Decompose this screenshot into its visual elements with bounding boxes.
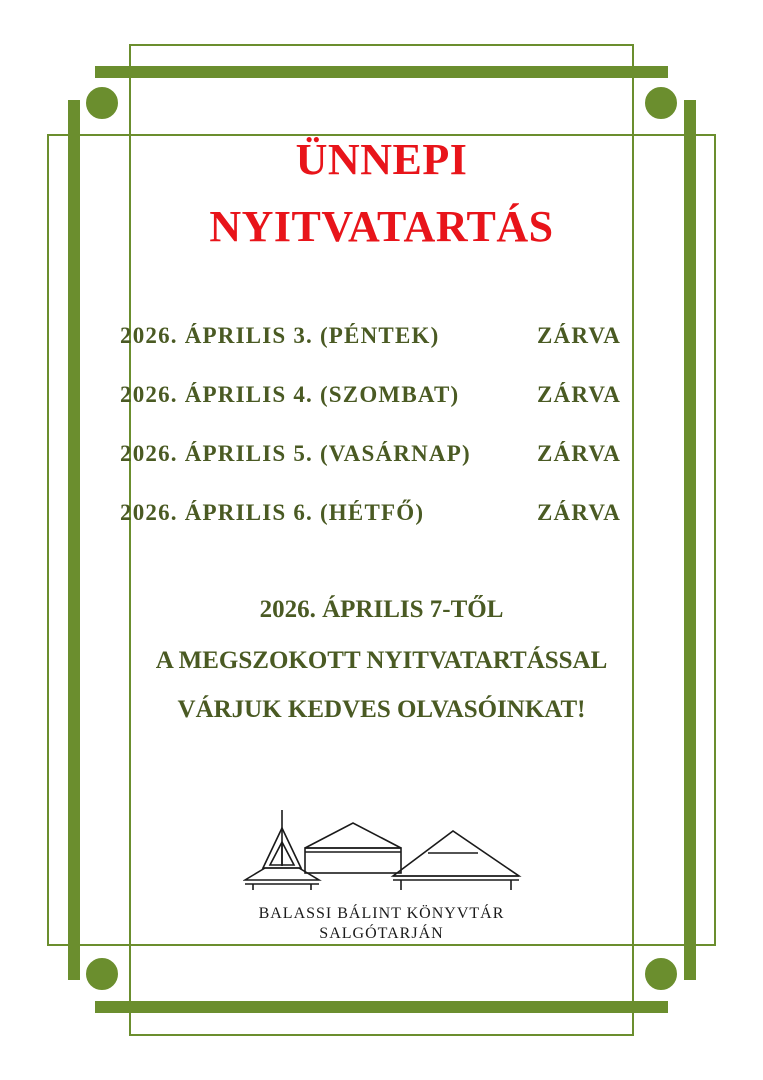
library-buildings-logo-icon <box>243 808 523 893</box>
logo-text-line-1: BALASSI BÁLINT KÖNYVTÁR <box>258 905 505 922</box>
schedule-status: ZÁRVA <box>537 500 622 525</box>
schedule-date: 2026. ÁPRILIS 5. (VASÁRNAP) <box>120 441 471 466</box>
corner-circle-top-right <box>643 85 679 121</box>
schedule-date: 2026. ÁPRILIS 4. (SZOMBAT) <box>120 382 460 407</box>
schedule-status: ZÁRVA <box>537 382 622 407</box>
title-line-1: ÜNNEPI <box>295 135 468 184</box>
schedule-status: ZÁRVA <box>537 323 622 348</box>
logo-text-line-2: SALGÓTARJÁN <box>319 925 444 942</box>
title-line-2: NYITVATARTÁS <box>209 202 554 251</box>
schedule-status: ZÁRVA <box>537 441 622 466</box>
corner-circle-bottom-right <box>643 956 679 992</box>
closing-line-1: 2026. ÁPRILIS 7-TŐL <box>259 596 504 623</box>
schedule-date: 2026. ÁPRILIS 6. (HÉTFŐ) <box>120 500 425 525</box>
corner-circle-top-left <box>84 85 120 121</box>
schedule-date: 2026. ÁPRILIS 3. (PÉNTEK) <box>120 323 440 348</box>
corner-circle-bottom-left <box>84 956 120 992</box>
closing-line-3: VÁRJUK KEDVES OLVASÓINKAT! <box>177 696 586 723</box>
closing-line-2: A MEGSZOKOTT NYITVATARTÁSSAL <box>155 647 608 674</box>
